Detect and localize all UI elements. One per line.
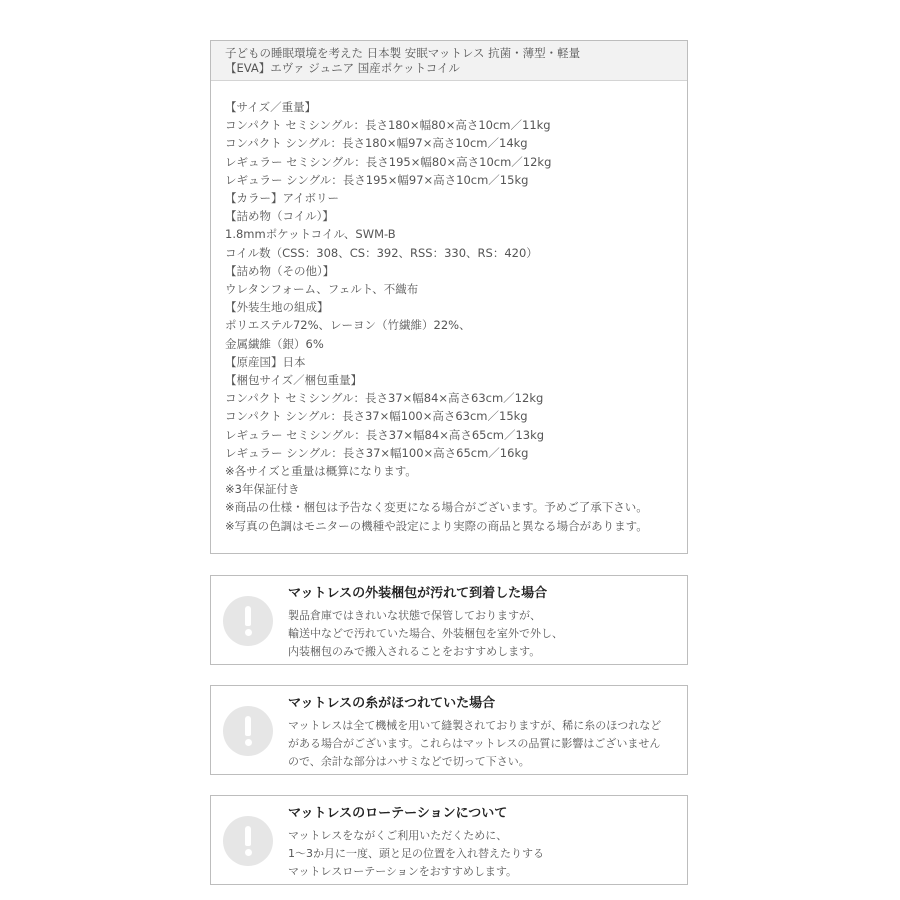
notice-title: マットレスの外装梱包が汚れて到着した場合 bbox=[288, 586, 548, 601]
notice-line: 製品倉庫ではきれいな状態で保管しておりますが、 bbox=[288, 609, 541, 622]
exclamation-icon bbox=[223, 596, 273, 646]
spec-line: レギュラー シングル：長さ195×幅97×高さ10cm／15kg bbox=[225, 172, 529, 187]
spec-line: 金属繊維（銀）6% bbox=[225, 336, 324, 351]
product-title-line: 子どもの睡眠環境を考えた 日本製 安眠マットレス 抗菌・薄型・軽量 bbox=[225, 46, 581, 60]
spec-body bbox=[211, 81, 687, 535]
spec-line: 【サイズ／重量】 bbox=[225, 100, 317, 114]
notice-text bbox=[288, 827, 544, 881]
notice-line: ので、余計な部分はハサミなどで切って下さい。 bbox=[288, 755, 530, 768]
spec-line: 【詰め物（その他）】 bbox=[225, 263, 335, 278]
notice-frayed-thread bbox=[210, 685, 688, 775]
notice-rotation bbox=[210, 795, 688, 885]
product-title-line: 【EVA】エヴァ ジュニア 国産ポケットコイル bbox=[225, 61, 460, 75]
spec-line: コンパクト シングル：長さ180×幅97×高さ10cm／14kg bbox=[225, 136, 528, 151]
spec-line: 【カラー】アイボリー bbox=[225, 191, 339, 206]
exclamation-icon bbox=[223, 816, 273, 866]
notice-line: 輸送中などで汚れていた場合、外装梱包を室外で外し、 bbox=[288, 627, 563, 640]
spec-header bbox=[211, 41, 687, 81]
exclamation-icon bbox=[223, 706, 273, 756]
spec-line: コイル数（CSS：308、CS：392、RSS：330、RS：420） bbox=[225, 245, 538, 260]
spec-note: ※写真の色調はモニターの機種や設定により実際の商品と異なる場合があります。 bbox=[225, 518, 648, 533]
notice-line: マットレスローテーションをおすすめします。 bbox=[288, 865, 518, 878]
notice-dirty-packaging bbox=[210, 575, 688, 665]
notice-line: 内装梱包のみで搬入されることをおすすめします。 bbox=[288, 645, 541, 658]
notice-title: マットレスのローテーションについて bbox=[288, 806, 508, 821]
notice-text bbox=[288, 717, 661, 771]
spec-line: レギュラー セミシングル：長さ195×幅80×高さ10cm／12kg bbox=[225, 154, 552, 169]
spec-line: 【外装生地の組成】 bbox=[225, 300, 329, 315]
spec-line: 【詰め物（コイル）】 bbox=[225, 209, 334, 224]
spec-line: コンパクト シングル：長さ37×幅100×高さ63cm／15kg bbox=[225, 409, 528, 424]
notice-line: 1〜3か月に一度、頭と足の位置を入れ替えたりする bbox=[288, 847, 544, 860]
notice-line: マットレスは全て機械を用いて縫製されておりますが、稀に糸のほつれなど bbox=[288, 719, 662, 732]
notice-line: マットレスをながくご利用いただくために、 bbox=[288, 829, 508, 842]
spec-note: ※商品の仕様・梱包は予告なく変更になる場合がございます。予めご了承下さい。 bbox=[225, 500, 648, 515]
spec-line: ポリエステル72%、レーヨン（竹繊維）22%、 bbox=[225, 318, 471, 333]
spec-line: 【梱包サイズ／梱包重量】 bbox=[225, 373, 363, 388]
spec-line: レギュラー セミシングル：長さ37×幅84×高さ65cm／13kg bbox=[225, 427, 545, 442]
notice-text bbox=[288, 607, 563, 661]
spec-note: ※各サイズと重量は概算になります。 bbox=[225, 464, 417, 479]
spec-line: コンパクト セミシングル：長さ37×幅84×高さ63cm／12kg bbox=[225, 391, 544, 406]
spec-line: 【原産国】日本 bbox=[225, 354, 306, 369]
notice-title: マットレスの糸がほつれていた場合 bbox=[288, 696, 496, 711]
spec-line: ウレタンフォーム、フェルト、不織布 bbox=[225, 282, 419, 297]
spec-note: ※3年保証付き bbox=[225, 482, 300, 497]
spec-line: レギュラー シングル：長さ37×幅100×高さ65cm／16kg bbox=[225, 445, 529, 460]
spec-line: コンパクト セミシングル：長さ180×幅80×高さ10cm／11kg bbox=[225, 118, 551, 133]
notice-line: がある場合がございます。これらはマットレスの品質に影響はございません bbox=[288, 737, 661, 750]
spec-line: 1.8mmポケットコイル、SWM-B bbox=[225, 227, 396, 242]
spec-table bbox=[210, 40, 688, 554]
